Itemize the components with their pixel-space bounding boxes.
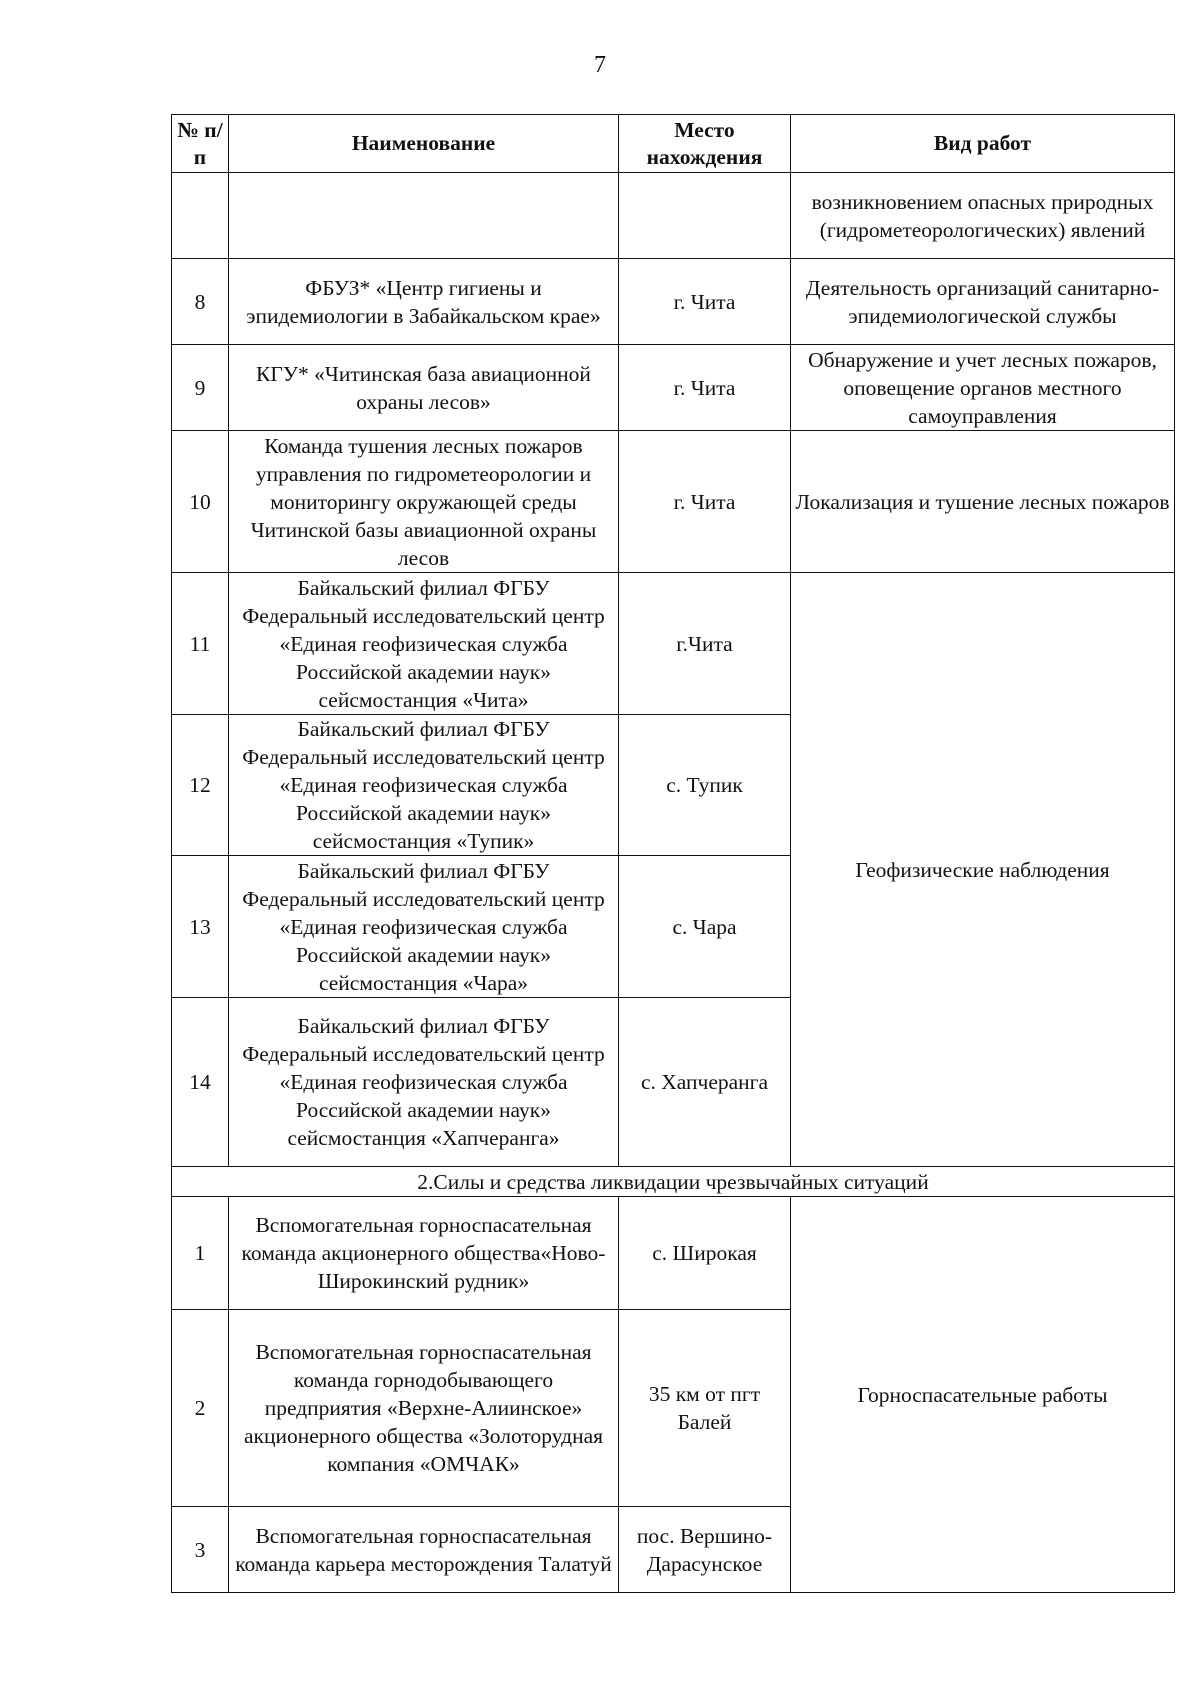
cell-place: г.Чита <box>619 573 791 715</box>
section-heading: 2.Силы и средства ликвидации чрезвычайных ситуаций <box>172 1167 1175 1197</box>
cell-place: пос. Вершино-Дарасунское <box>619 1507 791 1593</box>
organizations-table <box>171 114 1175 1593</box>
cell-place <box>619 173 791 259</box>
header-number: № п/п <box>172 115 229 173</box>
cell-name: Байкальский филиал ФГБУ Федеральный исследовательский центр «Единая геофизическая служба Российской академии наук» сейсмостанция «Тупик» <box>229 715 619 856</box>
header-name: Наименование <box>229 115 619 173</box>
cell-work: Деятельность организаций санитарно-эпидемиологической службы <box>791 259 1175 345</box>
cell-number <box>172 173 229 259</box>
table-row <box>172 345 1175 431</box>
cell-number: 10 <box>172 431 229 573</box>
cell-number: 9 <box>172 345 229 431</box>
cell-place: 35 км от пгт Балей <box>619 1310 791 1507</box>
table-row <box>172 573 1175 715</box>
cell-name: ФБУЗ* «Центр гигиены и эпидемиологии в Забайкальском крае» <box>229 259 619 345</box>
cell-number: 13 <box>172 856 229 998</box>
cell-number: 1 <box>172 1197 229 1310</box>
table-row <box>172 1197 1175 1310</box>
cell-name: Байкальский филиал ФГБУ Федеральный исследовательский центр «Единая геофизическая служба Российской академии наук» сейсмостанция «Хапчеранга» <box>229 998 619 1167</box>
header-place: Место нахождения <box>619 115 791 173</box>
cell-number: 2 <box>172 1310 229 1507</box>
page-number: 7 <box>594 52 606 78</box>
table-row <box>172 259 1175 345</box>
cell-place: с. Широкая <box>619 1197 791 1310</box>
cell-place: с. Хапчеранга <box>619 998 791 1167</box>
cell-number: 8 <box>172 259 229 345</box>
cell-work: возникновением опасных природных (гидрометеорологических) явлений <box>791 173 1175 259</box>
cell-work-geophysics: Геофизические наблюдения <box>791 573 1175 1167</box>
section-heading-row <box>172 1167 1175 1197</box>
cell-name: Байкальский филиал ФГБУ Федеральный исследовательский центр «Единая геофизическая служба Российской академии наук» сейсмостанция «Чара» <box>229 856 619 998</box>
cell-place: г. Чита <box>619 259 791 345</box>
cell-name <box>229 173 619 259</box>
cell-work-mining-rescue: Горноспасательные работы <box>791 1197 1175 1593</box>
cell-work: Обнаружение и учет лесных пожаров, оповещение органов местного самоуправления <box>791 345 1175 431</box>
cell-name: Байкальский филиал ФГБУ Федеральный исследовательский центр «Единая геофизическая служба Российской академии наук» сейсмостанция «Чита» <box>229 573 619 715</box>
cell-number: 3 <box>172 1507 229 1593</box>
cell-work: Локализация и тушение лесных пожаров <box>791 431 1175 573</box>
header-work: Вид работ <box>791 115 1175 173</box>
cell-name: Вспомогательная горноспасательная команда горнодобывающего предприятия «Верхне-Алиинское» акционерного общества «Золоторудная компания «ОМЧАК» <box>229 1310 619 1507</box>
cell-number: 12 <box>172 715 229 856</box>
cell-number: 11 <box>172 573 229 715</box>
cell-name: Вспомогательная горноспасательная команда акционерного общества«Ново-Широкинский рудник» <box>229 1197 619 1310</box>
table-row <box>172 431 1175 573</box>
cell-name: Команда тушения лесных пожаров управления по гидрометеорологии и мониторингу окружающей среды Читинской базы авиационной охраны лесов <box>229 431 619 573</box>
cell-place: с. Чара <box>619 856 791 998</box>
cell-name: КГУ* «Читинская база авиационной охраны лесов» <box>229 345 619 431</box>
table-row-continuation <box>172 173 1175 259</box>
cell-name: Вспомогательная горноспасательная команда карьера месторождения Талатуй <box>229 1507 619 1593</box>
table-header-row <box>172 115 1175 173</box>
cell-place: с. Тупик <box>619 715 791 856</box>
cell-place: г. Чита <box>619 345 791 431</box>
cell-place: г. Чита <box>619 431 791 573</box>
cell-number: 14 <box>172 998 229 1167</box>
